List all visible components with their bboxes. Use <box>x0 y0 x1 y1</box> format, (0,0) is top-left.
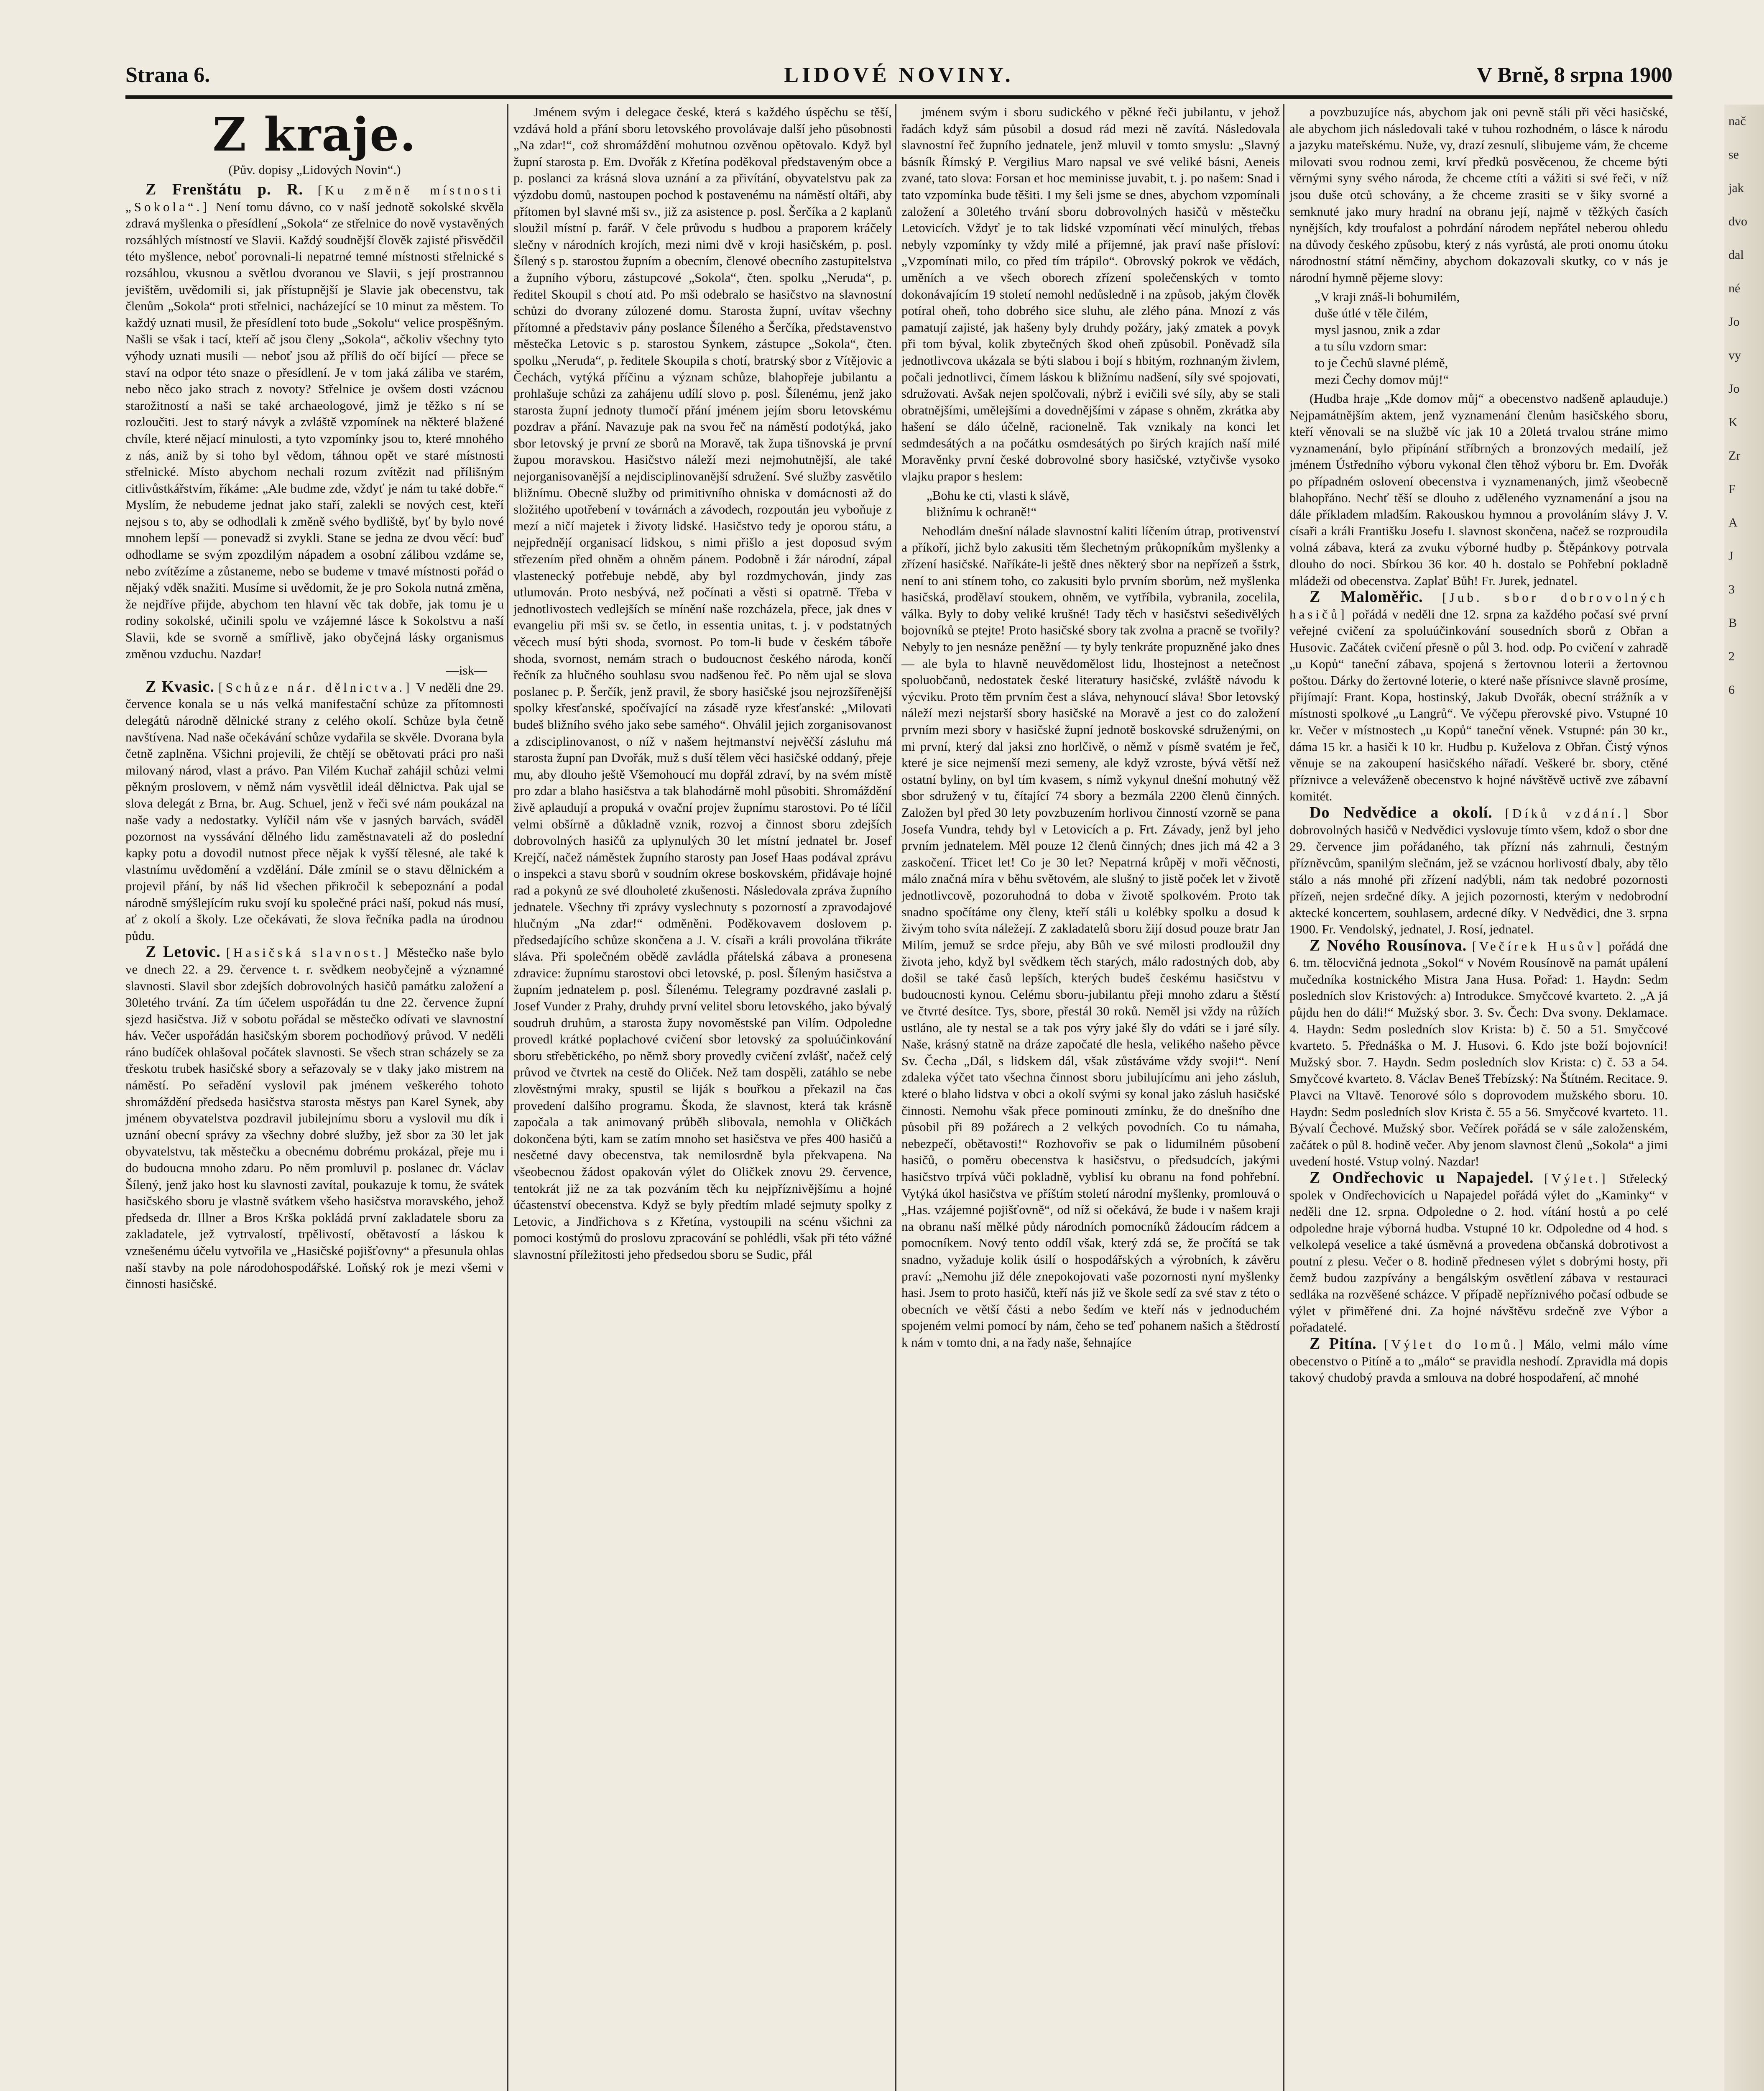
article-paragraph <box>1289 104 1668 286</box>
article-text: Málo, velmi málo víme obecenstvo o Pitíně a to „málo“ se pravidla neshodí. Zpravidla má dopis takový chudobý pravda a smlouva na dobré hospodaření, ač mnohé <box>1289 1337 1668 1385</box>
article-kicker: [Hasičská slavnost.] <box>226 945 391 960</box>
poem-line: mezi Čechy domov můj!“ <box>1315 372 1449 387</box>
column-2 <box>513 104 892 2091</box>
column-divider <box>895 104 896 2091</box>
edge-fragment: 2 <box>1728 649 1735 663</box>
article-paragraph <box>901 104 1280 485</box>
edge-fragment: se <box>1728 148 1739 161</box>
edge-fragment: A <box>1728 516 1738 529</box>
poem-line: bližnímu k ochraně!“ <box>927 504 1037 519</box>
article-text: jménem svým i sboru sudického v pěkné řeči jubilantu, v jehož řadách když sám působil a dosud rád mezi ně zavítá. Následovala slavnostní řeč župního jednatele, jenž mluvil v tomto smyslu: „Slavný básník Římský P. Vergilius Maro napsal ve své veliké básni, Aeneis zvané, tato slova: Forsan et hoc meminisse juvabit, t. j. po našem: Snad i tato vzpomínka bude těšiti. I my šeli jsme se dnes, abychom vzpomínali založení a 30letého trvání sboru dobrovolných hasičů v městečku Letovicích. Vždyť je to tak lidské vzpomínati věcí minulých, třebas nebyly vzpomínky ty vždy milé a příjemné, jak praví naše přísloví: „Vzpomínati milo, co před tím trápilo“. Obrovský pokrok ve vědách, uměních a ve všech oborech zřízení společenských v tomto dokonávajícím 19 století nemohl nedůsledně i na způsob, jakým člověk potíral oheň, toho dobrého sice sluhu, ale zlého pána. Mnozí z vás pamatují zajisté, jak hašeny byly druhdy požáry, jaký zmatek a povyk při tom býval, kolik zbytečných škod oheň způsobil. Poněvadž síla jednotlivcova ukázala se býti slabou i bojí s hbitým, rozhnaným živlem, počali jednotlivci, čímem láskou k bližnímu nadšení, síly své spojovati, sdružovati. Avšak nejen spolčovali, nýbrž i evičili své síly, aby se stali obratnějšími, umělejšími a dovednějšími v zápase s ohněm, zkrátka aby hašení se dálo účelně, racionelně. Tak vznikaly na konci let sedmdesátých a na počátku osmdesátých po širých krajích naší milé Moravěnky první české dobrovolné sbory hasičské, vztyčivše vysoko vlajku prapor s heslem: <box>901 105 1280 484</box>
article-text: a povzbuzujíce nás, abychom jak oni pevně stáli při věci hasičské, ale abychom jich následovali také v tuhou rozhodném, o lásce k národu a jazyku mateřskému. Nuže, vy, drazí zesnulí, slibujeme vám, že chceme milovati svou rodnou zemi, krví předků posvěcenou, že chceme býti věrnými syny svého národa, že chceme ctíti a vážiti si své řeči, v níž jsou duše otců schovány, a že chceme zrasiti se v šiky svorné a semknuté jako mury hradní na obranu její, najmě v těžkých časích nynějších, kdy troufalost a pohrdání národem nepřátel neberou ohledu na důvody českého způsobu, který z nás vyrůstá, ale proti onomu útoku národnostní státní němčiny, abychom dokazovali skutky, co v nás je národní hymně pějeme slovy: <box>1289 105 1668 285</box>
edge-fragment: vy <box>1728 348 1741 362</box>
poem-line: a tu sílu vzdorn smar: <box>1315 339 1427 354</box>
article-byline: Do Nedvědice a okolí. <box>1310 803 1493 821</box>
article-kicker: [Ku změně místnosti „Sokola“.] <box>125 183 504 214</box>
edge-fragment: dvo <box>1728 215 1747 228</box>
poem-verse <box>927 487 1280 520</box>
article-byline: Z Nového Rousínova. <box>1310 936 1467 954</box>
adjacent-page-edge <box>1724 105 1764 2091</box>
dateline: V Brně, 8 srpna 1900 <box>1476 63 1672 87</box>
article-kicker: [Výlet do lomů.] <box>1384 1337 1526 1352</box>
article-paragraph <box>125 679 504 944</box>
article-kicker: [Díků vzdání.] <box>1505 805 1631 821</box>
article-paragraph <box>1289 390 1668 589</box>
article-text: Nehodlám dnešní nálade slavnostní kaliti líčením útrap, protivenství a příkoří, jichž bylo zakusiti těm šlechetným průkopníkům myšlenky a zřízení hasičské. Naříkáte-li ještě dnes některý sbor na nepřízeň a šstrk, není to ani stínem toho, co zakusiti bylo prvním sborům, než myšlenka hasičská, prodělaví stoukem, ohněm, ve vytříbila, vybranila, zocelila, válka. Byly to doby veliké krušné! Tady těch v hasičstvi sešedivělých bojovníků se ptejte! Proto hasičské sbory tak zvolna a pracně se tvořily? Nebyly to jen nesnáze peněžní — ty byly tenkráte propuzněné jako dnes — ale byla to hlavně neuvědomělost lidu, lhostejnost a netečnost spoluobčanů, nedostatek české literatury hasičské, zvláště návodu k výcviku. Proto těm prvním čest a sláva, nehynoucí sláva! Sbor letovský náleží mezi nejstarší sbory hasičské na Moravě a jest co do založení prvním mezi sbory v hasičské župní jednotě boskovské sdruženými, on mi první, který dal jaksi zno horlčivě, o němž v písmě svatém je řeč, které je sice nejmenší mezi semeny, ale když vzroste, bývá větší než ostatní byliny, on byl tím kvasem, s nímž vykynul dnešní mohutný věž sbor sdružený v tu, čítající 74 sbory a bezmála 2200 členů činných. Založen byl před 30 lety povzbuzením horlivou činností vzorně se pana Josefa Vundra, tehdy byl v Letovicích a p. Frt. Závady, jenž byl jeho prvním jednatelem. Měl pouze 12 členů činných; dnes jich má 42 a 3 zaskočení. Třicet let! Co je 30 let? Nepatrná krůpěj v moři věčnosti, málo značná míra v běhu světovém, ale slušný to jistě poček let v životě jednotlivcově, pozoruhodná to doba v životě spolkovém. Proto tak snadno spočítáme ony členy, kteří stáli u kolébky spolku a dosud k živým toho svíta náležejí. Z zakladatelů sboru žijí dosud pouze bratr Jan Milím, jemuž se srdce přeju, aby Bůh ve své milosti prodloužil dny života jeho, když byl svědkem těch starých, málo radostných dob, aby došil se také časů lepších, kterých budeš českému hasičstvu v budoucnosti kynou. Celému sboru-jubilantu přeji mnoho zdaru a štěstí ve čtvrté desítce. Tys, sbore, přestál 30 roků. Neměl jsi vždy na růžích ustláno, ale ty nestal se a tak pos výry jaké šly do vdáti se i jaré síly. Naše, krásný statně na dráze započaté dle hesla, velikého našeho pěvce Sv. Čecha „Dál, s lidskem dál, však zůstáváme vždy svoji!“. Není zdaleka výčet tato všechna činnost sboru jubilujícímu ani jeho zásluh, které o blaho lidstva v obci a okolí svými sy konal jako zásluh hasičské činnosti. Nemohu však přece pominouti zmínku, že do dnešního dne působil při 89 požárech a 2 velkých povodních. Co tu námaha, nebezpečí, obětavosti!“ Rozhovořiv se pak o lidumilném působení hasičů, o poměru obecenstva k hasičstvu, o předsudcích, jakými hasičstvo trpívá vůči pokladně, vyblisí ku obranu na fond pohřební. Vytýká úkol hasičstva ve příštím století národní myšlenky, promlouvá o „Has. vzájemné pojišťovně“, od níž si očekává, že bude i v našem kraji na obranu naší mělké půdy národních pomocníků žádoucím rádcem a pomocníkem. Nový tento oddíl však, který zdá se, že pročítá se tak snadno, vyžaduje kolik úsilí o hospodářských a výrobních, k závěru praví: „Nemohu již déle znepokojovati vaše pozornosti nyní myšlenky hasi. Jsem to proto hasičů, kteří nás již ve škole sedí za své stav z této o obecních ve větší části a nebo šedím ve kteří nás v jednoduchém spojeném velmi pomocí by nám, čeho se teď pohanem našich a štědrostí k nám v tomto dni, a na řady naše, šehnajíce <box>901 523 1280 1350</box>
article-text: Městečko naše bylo ve dnech 22. a 29. července t. r. svědkem neobyčejně a významné slavnosti. Slavil sbor zdejších dobrovolných hasičů památku založení a 30letého trvání. Za tím účelem uspořádán tu dne 22. července župní sjezd hasičstva. Již v sobotu pořádal se městečko odívati ve slavnostní háv. Večer uspořádán hasičským sborem pochodňový průvod. V neděli ráno budíček ohlašoval počátek slavnosti. Se všech stran scházely se za třeskotu trubek hasičské sbory a seřazovaly se v tlaky jako mistrem na náměstí. Po seřadění vyslovil pak jménem veškerého tohoto shromáždění předseda hasičstva starosta městys pan Karel Synek, aby jménem obyvatelstva pozdravil jubilejnímu sboru a vyslovil mu dík i uznání obecní správy za všechny dobré služby, jež sbor za 30 let jak obyvatelstvu, tak městečku a obecnému dobrému prokázal, přeje mu i do budoucna mnoho zdaru. Po něm promluvil p. poslanec dr. Václav Šílený, jenž jako host ku slavnosti zavítal, poukazuje k tomu, že svátek hasičského sboru je vlastně svátkem všeho hasičstva moravského, jehož předseda dr. Illner a Bros Krška pokládá první zakladatele sboru za zakladatele, jež vytrvalostí, trpělivostí, obětavostí a láskou k vznešenému účelu vytvořila ve „Hasičské pojišťovny“ a přesunula ohlas naší stavby na pole národohospodářské. Loňský rok je mezi všemi v činnosti hasičské. <box>125 945 504 1291</box>
poem-line: to je Čechů slavné plémě, <box>1315 355 1448 370</box>
newspaper-title: LIDOVÉ NOVINY. <box>784 63 1014 87</box>
article-paragraph <box>1289 1336 1668 1386</box>
edge-fragment: né <box>1728 281 1741 295</box>
article-text: (Hudba hraje „Kde domov můj“ a obecenstvo nadšeně aplauduje.) Nejpamátnějším aktem, jenž vyznamenání členům hasičského sboru, kteří věnovali se na službě víc jak 10 a 20letá trvalou stráne mimo vyznamenání, bylo připínání stříbrných a bronzových medailí, jež jménem Ústředního výboru vykonal člen těhož výboru br. Em. Dvořák po případném oslovení obecenstva i vyznamenaných, jimž všeobecně blahopřáno. Nechť těší se dlouho z uděleného vyznamenání a jsou na dále příkladem mladším. Rakouskou hymnou a provoláním slávy J. V. císaři a králi Františku Josefu I. slavnost skončena, načež se rozproudila volná zábava, která za zvuku výborné hudby p. Štěpánkovy potrvala dlouho do noci. Sbírkou 36 kor. 40 h. dostalo se Pohřební pokladně mládeži od obecenstva. Zaplať Bůh! Fr. Jurek, jednatel. <box>1289 391 1668 588</box>
article-text: Sbor dobrovolných hasičů v Nedvědici vyslovuje tímto všem, kdož o sbor dne 29. července jim pořádaného, tak přízní nás zahrnuli, čestným přízněvcům, spanilým slečnám, jež se vzácnou horlivostí dbaly, aby tělo stálo a nás mnohé při zřízení nadýbli, nám tak nedobré pozornosti přízeň, nejen srdečné díky. A jejich pozornosti, kterým v nedobrodní aktecké koncertem, souhlasem, ardecné díky. V Nedvědici, dne 3. srpna 1900. Fr. Vendolský, jednatel, J. Rosí, jednatel. <box>1289 805 1668 937</box>
section-title: Z kraje. <box>212 107 417 161</box>
article-text: V neděli dne 29. července konala se u nás velká manifestační schůze za přítomnosti delegátů národně dělnické strany z celého okolí. Schůze byla četně navštívena. Nad naše očekávání schůze vydařila se skvěle. Dvorana byla četně zaplněna. Všichni projevili, že chtějí se obětovati práci pro naši milovaný národ, vlast a právo. Pan Vilém Kuchař zahájil schůzi velmi pěkným proslovem, v němž nám vysvětlil ideál dělnictva. Pak ujal se slova delegát z Brna, br. Aug. Schuel, jenž v řeči své nám poukázal na naše vady a nedostatky. Vylíčil nám vše v jasných barvách, sváděl pozornost na vyssávání dělného lidu zaměstnavateli až do poslední kapky potu a dovodil nutnost přece nějak k vyšší tělesné, ale také k vlastnímu uvědomění a vzdělání. Dále zmínil se o stavu dělnickém a projevil přání, by náš lid všechen přikročil k sebepoznání a podal národně smýšlejícím ruku svojí ku společné práci naší, pokud nás musí, ať z okolí a školy. Lze očekávati, že slova řečníka padla na úrodnou půdu. <box>125 680 504 943</box>
article-text: pořádá v neděli dne 12. srpna za každého počasí své první veřejné cvičení za spoluúčinkování sousedních sborů z Obřan a Husovic. Začátek cvičení přesně o půl 3. hod. odp. Po cvičení v zahradě „u Kopů“ taneční zábava, spojená s žertovnou loterii a žertovnou poštou. Dárky do žertovné loterie, o které naše přísnivce slavně prosíme, přijímají: Frant. Kopa, hostinský, Jakub Dvořák, obecní strážník a v místnosti spolkové „u Langrů“. Ve výčepu přerovské pivo. Vstupné 10 kr. Večer v místnostech „u Kopů“ taneční věnek. Vstupné: pán 30 kr., dáma 15 kr. a hasiči k 10 kr. Hudbu p. Kuželova z Obřan. Čistý výnos věnuje se na zakoupení hasičského nářadí. Veškeré br. sbory, ctěné příznivce a veleváženě obecenstvo k hojné návštěvě uctivě zve zábavní komitét. <box>1289 606 1668 804</box>
article-text: pořádá dne 6. tm. tělocvičná jednota „Sokol“ v Novém Rousínově na památ upálení mučedníka kostnického Mistra Jana Husa. Pořad: 1. Haydn: Sedm posledních slov Kristových: a) Introdukce. Smyčcové kvarteto. 2. „A já půjdu hen do dáli!“ Mužský sbor. 3. Sv. Čech: Dva svony. Deklamace. 4. Haydn: Sedm posledních slov Krista: b) č. 50 a 51. Smyčcové kvarteto. 5. Přednáška o M. J. Husovi. 6. Kdo jste boží bojovníci! Mužský sbor. 7. Haydn. Sedm posledních slov Krista: c) č. 53 a 54. Smyčcové kvarteto. 8. Václav Beneš Třebízský: Na Štítném. Recitace. 9. Plavci na Vltavě. Tenorové sólo s doprovodem mužského sboru. 10. Haydn: Sedm posledních slov Krista č. 55 a 56. Smyčcové kvarteto. 11. Bývalí Čechové. Mužský sbor. Večírek pořádá se v sále založenském, začátek o půl 8. hodině večer. Aby jenom slavnost členů „Sokola“ a jimi uvedení hosté. Vstup volný. Nazdar! <box>1289 938 1668 1169</box>
column-1 <box>125 104 504 2091</box>
article-paragraph <box>1289 1170 1668 1336</box>
poem-line: mysl jasnou, znik a zdar <box>1315 322 1440 337</box>
section-subtitle: (Pův. dopisy „Lidových Novin“.) <box>228 162 401 177</box>
article-kicker: [Jub. sbor dobrovolných hasičů] <box>1289 590 1668 621</box>
article-paragraph <box>125 181 504 662</box>
edge-fragment: nač <box>1728 114 1746 128</box>
article-paragraph <box>513 104 892 1263</box>
article-byline: Z Letovic. <box>146 943 221 961</box>
article-paragraph <box>1289 938 1668 1170</box>
edge-fragment: J <box>1728 549 1733 563</box>
column-3 <box>901 104 1280 2091</box>
page-number: Strana 6. <box>125 63 210 87</box>
masthead <box>125 63 1672 92</box>
column-divider <box>507 104 508 2091</box>
article-text: Jménem svým i delegace české, která s každého úspěchu se těší, vzdává hold a přání sboru letovského provolávaje další jeho působnosti „Na zdar!“, což shromáždění mohutnou ozvěnou opětovalo. Když byl župní starosta p. Em. Dvořák z Křetína poděkoval představeným obce a p. poslanci za krásná slova uznání a za přivítání, obyvatelstvu pak za výzdobu domů, nastoupen pochod k postavenému na náměstí oltáři, aby přítomen byl slavné mši sv., již za asistence p. posl. Šerčíka a 2 kaplanů sloužil místní p. farář. V čele průvodu s hudbou a praporem kráčely slečny v národních krojích, mezi nimi dvě v kroji hasičském, p. posl. Šílený s p. starostou župním a obecním, členové obecního zastupitelstva a župního výboru, zástupcové „Sokola“, čten. spolku „Neruda“, p. ředitel Skoupil s chotí atd. Po mši odebralo se hasičstvo na slavnostní schůzi do dvorany zúlozené domu. Starosta župní, uvítav všechny přítomné a představiv pány poslance Šíleného a Šerčíka, představenstvo městečka Letovic s p. starostou Synkem, zástupce „Sokola“, čten. spolku „Neruda“, p. ředitele Skoupila s chotí, bratrský sbor z Vítějovic a Čechách, vytýká příčinu a význam schůze, blahopřeje jubilantu a prohlašuje schůzi za zahájenu udílí slovo p. posl. Šílenému, jenž jako starosta župní jednoty tlumočí přání jménem jejím sboru letovskému pozdrav a přání. Navazuje pak na svou řeč na náměstí podotýká, jako sbor letovský je první ze sborů na Moravě, tak župa tišnovská je první župou moravskou. Hasičstvo náleží mezi nejmohutnější, ale také nejorganisovanější a nejdisciplinovanější sdružení. Své služby zasvětilo bližnímu. Obecně služby od primitivního ohniska v domácnosti až do složitého upotřebení v továrnách a závodech, rozpoután jeu vyboňuje z mezí a ničí majetek i životy lidské. Hasičstvo tedy je oporou státu, a nejpřednějí organisací lidskou, s nimi přišlo a jest doposud svým střezením před ohněm a ohněm pánem. Podobně i žár národní, zápal vlastenecký potřebuje nebdě, aby byl rozdmychován, jindy zas utlumován. Proto nesbývá, než počínati a věsti si opatrně. Třeba v jednotlivostech vedlejších se mínění naše rozcházela, přece, jak dnes v evangeliu při mši sv. se četlo, in essentia unitas, t. j. v podstatných věcech musí býti shoda, svornost. Po tom-li bude v českém táboře shoda, svornost, nemám strach o budoucnost českého národa, končí řečník za hlučného souhlasu svou nadšenou řeč. Po něm ujal se slova poslanec p. P. Šerčík, jenž pravil, že sbory hasičské jsou nejrozšířenější spolky křesťanské, spočívající na zásadě ryze křesťanské: „Milovati budeš bližního svého jako sebe samého“. Ohválil jejich zorganisovanost a zdisciplinovanost, o níž v našem hejtmanství nejvěčší zásluhu má starosta župní pan Dvořák, muž s duší tělem věci hasičské oddaný, přeje mu, aby dlouho ještě Všemohoucí mu dopřál zdraví, by na svém místě pro zdar a blaho hasičstva a tak blahodárně mohl působiti. Shromáždění živě aplaudují a propuká v ovační projev župnímu starostovi. Po té líčil velmi obšírně a důkladně vznik, rozvoj a činnost sboru zdejších dobrovolných hasičů za uplynulých 30 let místní jednatel br. Josef Krejčí, načež náměstek župního starosty pan Josef Haas podával zprávu o inspekci a stavu sborů v soudním okrese boskovském, přidávaje hojné rad a pokynů ze své dlouholeté zkušenosti. Následovala zpráva župního jednatele. Všechny tři zprávy vyslechnuty s pozorností a zpravodajové hlučným „Na zdar!“ odměněni. Poděkovavem doslovem p. předsedajícího schůze skončena a J. V. císaři a králi provolána třikráte sláva. Při společném obědě zavládla přátelská zábava a pronesena zdravice: župnímu starostovi obci letovské, p. posl. Šíleným hasičstva a župním jednatelem p. posl. Šílenému. Telegramy pozdravné zaslali p. Josef Vunder z Prahy, druhdy první velitel sboru letovského, jako bývalý soudruh druhům, a starosta župy novoměstské pan Vilím. Odpoledne provedl krátké poplachové cvičení sbor letovský za spoluúčinkování sboru střebětického, po němž sbory provedly cvičení zvlášť, načež celý průvod ve čtvrtek na cestě do Oliček. Než tam dospěli, zatáhlo se nebe zlověstnými mraky, spustil se liják s bouřkou a překazil na čas provedení dalšího programu. Škoda, že slavnost, která tak krásně započala a tak animovaný průběh slibovala, nemohla v Oličkách dokončena býti, kam se zatím mnoho set hasičstva ve přes 400 hasičů a nesčetné davy obecenstva, tak nemilosrdně byla překvapena. Na všeobecnou žádost opakován výlet do Oličkek znovu 29. července, tentokrát již ne za tak pozváním těch ku nejpříznivějšímu a hojné účastenství obecenstva. Když se byly předtím mladé sejmuty spolky z Letovic, a Jindřichova s z Křetína, vystoupili na scénu všichni za pomoci kostýmů do proslovu zpracování se pohlédli, však při této vážné slavnostní příležitosti jeho předsedou sboru se Sudic, přál <box>513 105 892 1262</box>
article-byline: Z Ondřechovic u Napajedel. <box>1310 1169 1534 1186</box>
article-byline: Z Kvasic. <box>146 677 214 695</box>
article-paragraph <box>1289 805 1668 938</box>
edge-fragment: Jo <box>1728 315 1740 329</box>
poem-verse <box>1315 289 1668 388</box>
poem-line: duše útlé v těle čilém, <box>1315 306 1428 321</box>
article-paragraph <box>125 944 504 1292</box>
article-byline: Z Maloměřic. <box>1310 588 1423 606</box>
edge-fragment: dal <box>1728 248 1744 262</box>
edge-fragment: B <box>1728 616 1737 630</box>
article-text: Není tomu dávno, co v naší jednotě sokolské skvěla zdravá myšlenka o přesídlení „Sokola“ ze střelnice do nově vystavěných rozsáhlých místností ve Slavii. Každý soudnější člověk zajisté přisvědčil této myšlence, neboť porovnali-li nepatrné temné místnosti střelnické s rozsáhlou, vkusnou a světlou dvoranou ve Slavii, s její prostrannou jevištěm, uvědomili si, jak přístupnější je Slavie jak obecenstvu, tak členům „Sokola“ proti střelnici, nacházející se 10 minut za městem. To každý uznati musil, že přesídlení toto bude „Sokolu“ velice prospěšným. Našli se však i tací, kteří ač jsou členy „Sokola“, ačkoliv všechny tyto výhody uznati musili — neboť jsou až příliš do očí bijící — přece se staví na odpor této snaze o přesídlení. Je v tom jaká záliba ve starém, nebo něco jako strach z novoty? Střelnice je ovšem dosti vzácnou starožitností a naši se také archaeologové, jimž je těžko s ní se rozloučiti. Jest to starý návyk a zvláště vzpomínek na některé blažené chvíle, které nějací minulosti, a tyto vzpomínky jsou to, které mnohého z nás, aniž by si toho byl vědom, táhnou opět ve staré místnosti střelnické. Místo abychom nechali rozum zvítězit nad přílišným citlivůstkářstvím, říkáme: „Ale budme zde, vždyť je nám tu také dobře.“ Myslím, že nebudeme jednat jako staří, zalekli se nových cest, kteří nejsou s to, aby se odhodlali k změně svého bydliště, byť by bylo nové mnohem lepší — ponevadž si zvykli. Stane se jedna ze dvou věcí: buď odhodlame se svým zpozdilým nápadem a osobní zálibou vzdáme se, nebo zvítězíme a zůstaneme, nebo se budeme v tmavé místnosti pořád o nějaký vděk snažiti. Musíme si uvědomit, že je pro Sokola nutná změna, že nejdříve přijde, abychom ten hlavní věc tak dobře, jak tomu je u rodiny sokolské, učinili spolu ve vzájemné lásce k Sokolstvu a naší Slavii, kde se svorně a smířlivě, jako obyčejná lásky organismus změnou vzduchu. Nazdar! <box>125 199 504 661</box>
edge-fragment: Zr <box>1728 449 1741 463</box>
article-kicker: [Schůze nár. dělnictva.] <box>218 680 413 695</box>
poem-line: „Bohu ke cti, vlasti k slávě, <box>927 488 1070 503</box>
masthead-rule <box>125 95 1672 99</box>
article-kicker: [Večírek Husův] <box>1472 938 1603 953</box>
article-byline: Z Pitína. <box>1310 1334 1377 1352</box>
column-divider <box>1283 104 1284 2091</box>
article-signature: —isk— <box>446 663 487 678</box>
article-text: Střelecký spolek v Ondřechovicích u Napajedel pořádá výlet do „Kaminky“ v neděli dne 12. srpna. Odpoledne o 2. hod. vítání hostů a po celé odpoledne hraje výborná hudba. Vstupné 10 kr. Odpoledne od 4 hod. s velkolepá veselice a také úsměvná a provedena občanská dobrotivost a poutní z plesu. Večer o 8. hodině přednesen výlet s dobrými hosty, při čemž budou zazpívány a bengálským osvětlení zábava v restauraci sedláka na rozvěšené scházce. V případě nepříznivého počasí odbude se výlet v přiměřené dni. Za hojné návštěvu srdečně zve Výbor a pořadatelé. <box>1289 1171 1668 1335</box>
edge-fragment: 3 <box>1728 583 1735 596</box>
edge-fragment: 6 <box>1728 683 1735 697</box>
article-paragraph <box>1289 589 1668 805</box>
edge-fragment: Jo <box>1728 382 1740 396</box>
column-4 <box>1289 104 1668 2091</box>
article-paragraph <box>901 523 1280 1351</box>
article-kicker: [Výlet.] <box>1544 1171 1608 1186</box>
edge-fragment: K <box>1728 415 1738 429</box>
poem-line: „V kraji znáš-li bohumilém, <box>1315 289 1460 304</box>
edge-fragment: F <box>1728 482 1736 496</box>
edge-fragment: jak <box>1728 181 1744 195</box>
article-byline: Z Frenštátu p. R. <box>146 181 303 198</box>
